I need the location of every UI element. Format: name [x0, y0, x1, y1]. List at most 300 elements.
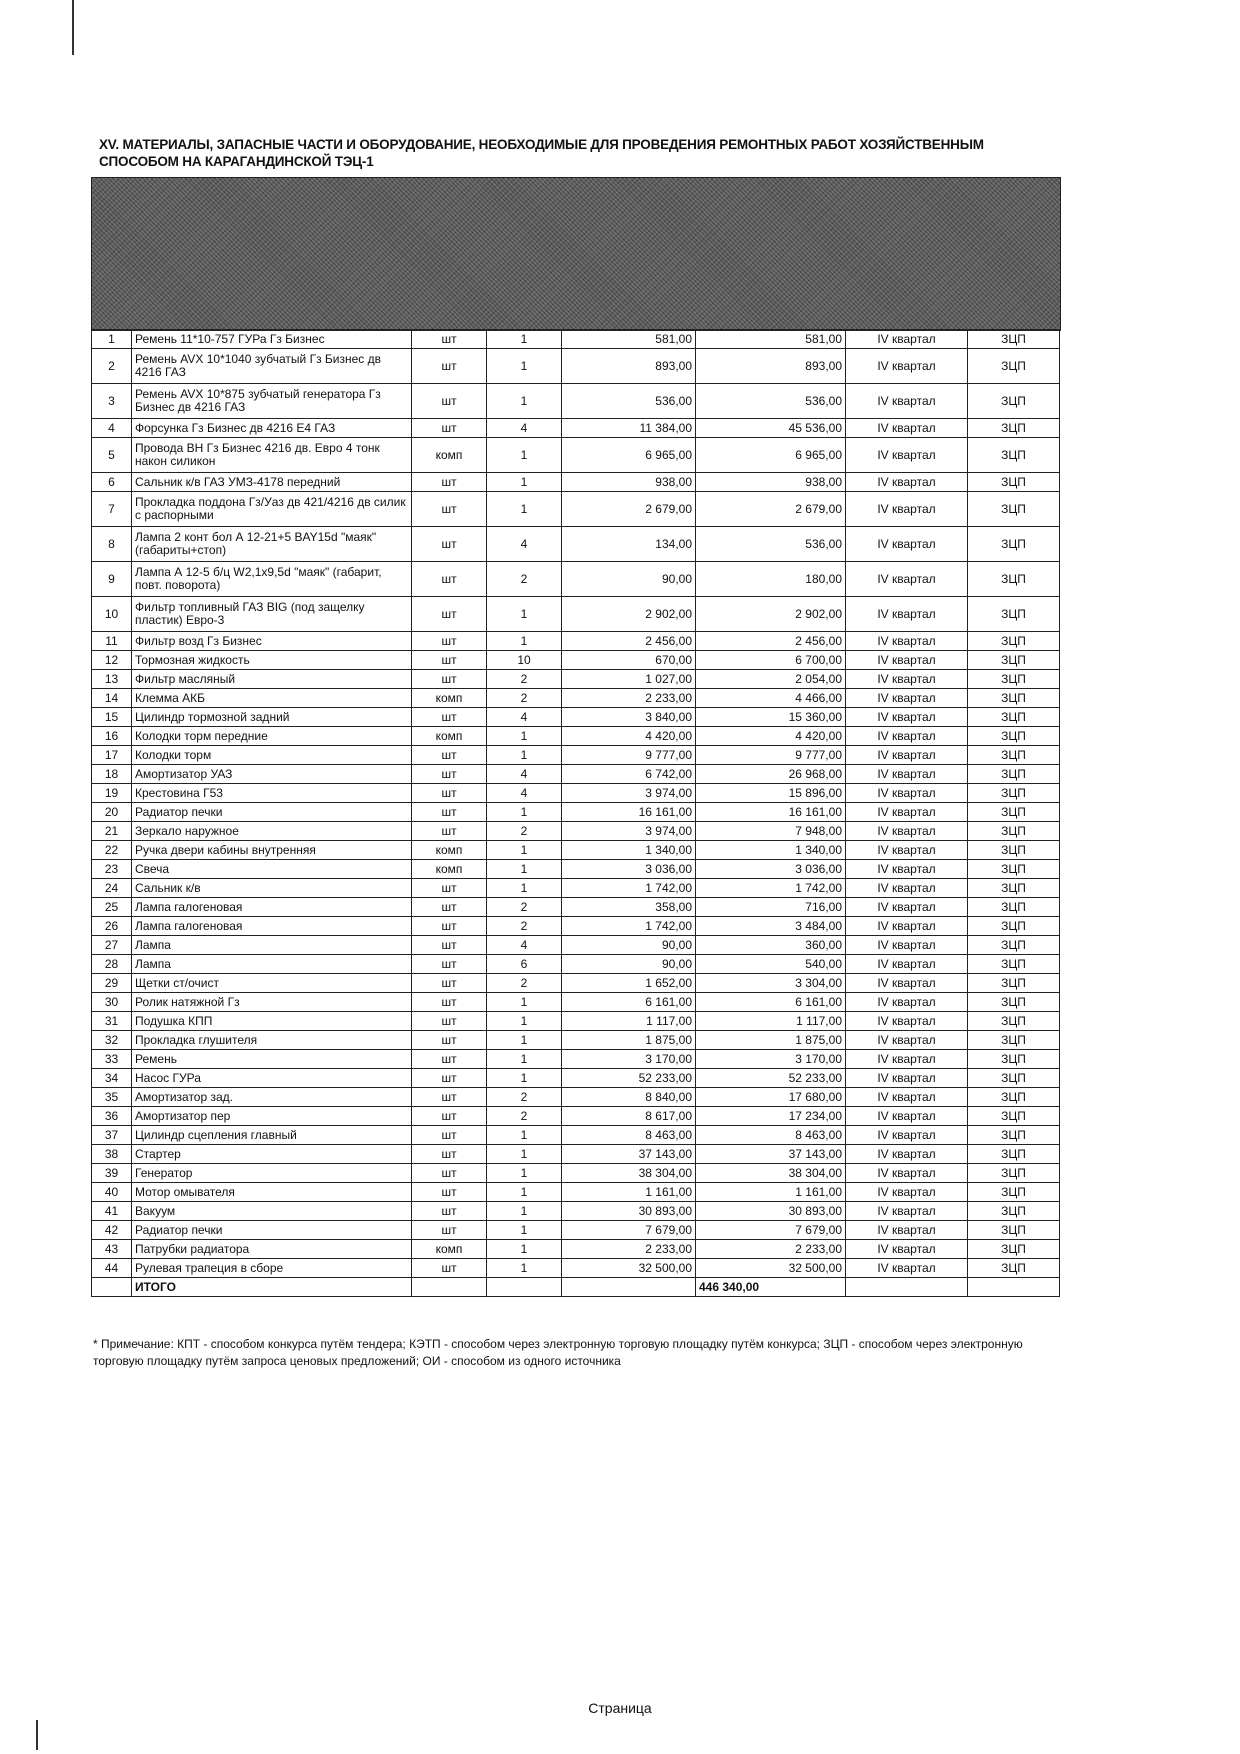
row-number: 4: [92, 419, 132, 438]
item-method: ЗЦП: [968, 632, 1060, 651]
table-row: [92, 822, 1060, 841]
item-unit: шт: [412, 1183, 487, 1202]
item-quantity: 4: [487, 527, 562, 562]
item-price: 38 304,00: [562, 1164, 696, 1183]
table-row: [92, 898, 1060, 917]
item-unit: комп: [412, 841, 487, 860]
item-quantity: 1: [487, 1240, 562, 1259]
item-period: IV квартал: [846, 1088, 968, 1107]
item-period: IV квартал: [846, 1240, 968, 1259]
item-name: Рулевая трапеция в сборе: [132, 1259, 412, 1278]
table-row: [92, 1202, 1060, 1221]
item-name: Вакуум: [132, 1202, 412, 1221]
item-price: 2 233,00: [562, 1240, 696, 1259]
scan-edge-mark: [36, 1720, 38, 1750]
item-unit: шт: [412, 917, 487, 936]
table-row: [92, 1183, 1060, 1202]
item-name: Лампа А 12-5 б/ц W2,1x9,5d "маяк" (габарит, повт. поворота): [132, 562, 412, 597]
item-period: IV квартал: [846, 955, 968, 974]
item-method: ЗЦП: [968, 651, 1060, 670]
item-unit: шт: [412, 651, 487, 670]
item-method: ЗЦП: [968, 1126, 1060, 1145]
item-method: ЗЦП: [968, 879, 1060, 898]
item-period: IV квартал: [846, 1050, 968, 1069]
item-quantity: 1: [487, 1031, 562, 1050]
row-number: 27: [92, 936, 132, 955]
item-method: ЗЦП: [968, 803, 1060, 822]
item-unit: шт: [412, 1202, 487, 1221]
item-unit: шт: [412, 974, 487, 993]
row-number: 12: [92, 651, 132, 670]
item-unit: комп: [412, 727, 487, 746]
item-quantity: 1: [487, 727, 562, 746]
item-period: IV квартал: [846, 727, 968, 746]
item-sum: 3 304,00: [696, 974, 846, 993]
item-name: Патрубки радиатора: [132, 1240, 412, 1259]
item-unit: шт: [412, 955, 487, 974]
item-price: 8 463,00: [562, 1126, 696, 1145]
item-period: IV квартал: [846, 349, 968, 384]
item-price: 4 420,00: [562, 727, 696, 746]
table-row: [92, 1088, 1060, 1107]
item-method: ЗЦП: [968, 1221, 1060, 1240]
item-price: 893,00: [562, 349, 696, 384]
item-sum: 1 875,00: [696, 1031, 846, 1050]
item-unit: шт: [412, 1259, 487, 1278]
item-name: Ролик натяжной Гз: [132, 993, 412, 1012]
item-quantity: 1: [487, 1126, 562, 1145]
item-name: Колодки торм передние: [132, 727, 412, 746]
item-unit: комп: [412, 860, 487, 879]
item-sum: 1 161,00: [696, 1183, 846, 1202]
row-number: 8: [92, 527, 132, 562]
item-quantity: 1: [487, 1164, 562, 1183]
item-sum: 540,00: [696, 955, 846, 974]
item-quantity: 4: [487, 419, 562, 438]
item-unit: шт: [412, 597, 487, 632]
materials-table: [91, 329, 1060, 1297]
item-quantity: 1: [487, 1259, 562, 1278]
item-name: Подушка КПП: [132, 1012, 412, 1031]
item-quantity: 4: [487, 936, 562, 955]
item-name: Лампа галогеновая: [132, 917, 412, 936]
item-name: Свеча: [132, 860, 412, 879]
row-number: 44: [92, 1259, 132, 1278]
item-name: Генератор: [132, 1164, 412, 1183]
item-period: IV квартал: [846, 438, 968, 473]
table-row: [92, 765, 1060, 784]
total-sum: 446 340,00: [696, 1278, 846, 1297]
item-name: Лампа: [132, 936, 412, 955]
table-row: [92, 1259, 1060, 1278]
table-row: [92, 936, 1060, 955]
item-name: Прокладка глушителя: [132, 1031, 412, 1050]
item-name: Стартер: [132, 1145, 412, 1164]
item-name: Цилиндр сцепления главный: [132, 1126, 412, 1145]
item-name: Фильтр масляный: [132, 670, 412, 689]
item-sum: 2 054,00: [696, 670, 846, 689]
item-method: ЗЦП: [968, 670, 1060, 689]
item-method: ЗЦП: [968, 562, 1060, 597]
item-name: Фильтр возд Гз Бизнес: [132, 632, 412, 651]
item-period: IV квартал: [846, 1145, 968, 1164]
item-quantity: 1: [487, 438, 562, 473]
item-unit: шт: [412, 898, 487, 917]
item-unit: шт: [412, 993, 487, 1012]
item-period: IV квартал: [846, 974, 968, 993]
scan-edge-mark: [72, 0, 74, 55]
row-number: 1: [92, 330, 132, 349]
item-method: ЗЦП: [968, 1183, 1060, 1202]
item-method: ЗЦП: [968, 1012, 1060, 1031]
item-price: 16 161,00: [562, 803, 696, 822]
item-sum: 4 466,00: [696, 689, 846, 708]
item-name: Лампа: [132, 955, 412, 974]
table-row: [92, 917, 1060, 936]
item-period: IV квартал: [846, 1202, 968, 1221]
item-method: ЗЦП: [968, 841, 1060, 860]
item-period: IV квартал: [846, 1031, 968, 1050]
item-sum: 30 893,00: [696, 1202, 846, 1221]
item-price: 90,00: [562, 955, 696, 974]
item-unit: шт: [412, 1145, 487, 1164]
total-price-cell: [562, 1278, 696, 1297]
item-name: Фильтр топливный ГАЗ BIG (под защелку пластик) Евро-3: [132, 597, 412, 632]
row-number: 7: [92, 492, 132, 527]
item-quantity: 6: [487, 955, 562, 974]
item-period: IV квартал: [846, 860, 968, 879]
row-number: 29: [92, 974, 132, 993]
item-unit: шт: [412, 765, 487, 784]
table-row: [92, 1126, 1060, 1145]
item-quantity: 1: [487, 860, 562, 879]
item-name: Прокладка поддона Гз/Уаз дв 421/4216 дв силик с распорными: [132, 492, 412, 527]
table-row: [92, 879, 1060, 898]
item-period: IV квартал: [846, 879, 968, 898]
item-sum: 4 420,00: [696, 727, 846, 746]
item-unit: шт: [412, 473, 487, 492]
item-sum: 7 948,00: [696, 822, 846, 841]
table-row: [92, 1069, 1060, 1088]
table-row: [92, 419, 1060, 438]
item-quantity: 2: [487, 1088, 562, 1107]
item-unit: шт: [412, 1012, 487, 1031]
item-sum: 17 234,00: [696, 1107, 846, 1126]
item-name: Лампа галогеновая: [132, 898, 412, 917]
item-period: IV квартал: [846, 993, 968, 1012]
item-period: IV квартал: [846, 689, 968, 708]
item-name: Ремень: [132, 1050, 412, 1069]
item-price: 3 974,00: [562, 822, 696, 841]
item-sum: 360,00: [696, 936, 846, 955]
item-sum: 6 700,00: [696, 651, 846, 670]
row-number: 34: [92, 1069, 132, 1088]
row-number: 33: [92, 1050, 132, 1069]
item-price: 8 840,00: [562, 1088, 696, 1107]
table-row: [92, 384, 1060, 419]
total-row: [92, 1278, 1060, 1297]
table-row: [92, 670, 1060, 689]
item-unit: шт: [412, 1107, 487, 1126]
item-method: ЗЦП: [968, 1107, 1060, 1126]
item-price: 6 742,00: [562, 765, 696, 784]
item-name: Тормозная жидкость: [132, 651, 412, 670]
item-period: IV квартал: [846, 898, 968, 917]
item-sum: 3 170,00: [696, 1050, 846, 1069]
item-price: 1 117,00: [562, 1012, 696, 1031]
item-method: ЗЦП: [968, 492, 1060, 527]
row-number: 23: [92, 860, 132, 879]
row-number: 25: [92, 898, 132, 917]
item-period: IV квартал: [846, 1183, 968, 1202]
row-number: 38: [92, 1145, 132, 1164]
item-sum: 32 500,00: [696, 1259, 846, 1278]
item-quantity: 2: [487, 1107, 562, 1126]
item-method: ЗЦП: [968, 746, 1060, 765]
item-sum: 26 968,00: [696, 765, 846, 784]
row-number: 18: [92, 765, 132, 784]
item-sum: 1 340,00: [696, 841, 846, 860]
item-sum: 45 536,00: [696, 419, 846, 438]
item-unit: шт: [412, 562, 487, 597]
item-method: ЗЦП: [968, 1145, 1060, 1164]
item-price: 1 161,00: [562, 1183, 696, 1202]
row-number: 6: [92, 473, 132, 492]
item-unit: шт: [412, 708, 487, 727]
item-price: 3 170,00: [562, 1050, 696, 1069]
row-number: 19: [92, 784, 132, 803]
item-method: ЗЦП: [968, 822, 1060, 841]
item-price: 11 384,00: [562, 419, 696, 438]
item-period: IV квартал: [846, 803, 968, 822]
total-num-cell: [92, 1278, 132, 1297]
item-price: 938,00: [562, 473, 696, 492]
item-method: ЗЦП: [968, 898, 1060, 917]
item-method: ЗЦП: [968, 1202, 1060, 1221]
page-footer: Страница: [588, 1700, 652, 1716]
item-method: ЗЦП: [968, 1069, 1060, 1088]
item-method: ЗЦП: [968, 597, 1060, 632]
item-period: IV квартал: [846, 632, 968, 651]
item-price: 134,00: [562, 527, 696, 562]
item-quantity: 2: [487, 822, 562, 841]
table-row: [92, 708, 1060, 727]
table-row: [92, 349, 1060, 384]
item-sum: 536,00: [696, 527, 846, 562]
item-unit: шт: [412, 803, 487, 822]
item-unit: шт: [412, 1088, 487, 1107]
item-sum: 2 679,00: [696, 492, 846, 527]
table-row: [92, 1240, 1060, 1259]
item-sum: 16 161,00: [696, 803, 846, 822]
item-unit: комп: [412, 438, 487, 473]
item-method: ЗЦП: [968, 384, 1060, 419]
row-number: 42: [92, 1221, 132, 1240]
item-name: Ремень AVX 10*1040 зубчатый Гз Бизнес дв 4216 ГАЗ: [132, 349, 412, 384]
item-period: IV квартал: [846, 562, 968, 597]
item-period: IV квартал: [846, 527, 968, 562]
table-row: [92, 746, 1060, 765]
item-sum: 2 456,00: [696, 632, 846, 651]
item-unit: шт: [412, 384, 487, 419]
item-name: Лампа 2 конт бол А 12-21+5 BAY15d "маяк" (габариты+стоп): [132, 527, 412, 562]
item-price: 6 161,00: [562, 993, 696, 1012]
item-sum: 536,00: [696, 384, 846, 419]
item-quantity: 1: [487, 1183, 562, 1202]
item-method: ЗЦП: [968, 974, 1060, 993]
item-sum: 8 463,00: [696, 1126, 846, 1145]
item-unit: шт: [412, 492, 487, 527]
item-method: ЗЦП: [968, 1259, 1060, 1278]
item-period: IV квартал: [846, 784, 968, 803]
table-row: [92, 527, 1060, 562]
item-price: 90,00: [562, 562, 696, 597]
item-method: ЗЦП: [968, 473, 1060, 492]
table-row: [92, 597, 1060, 632]
row-number: 9: [92, 562, 132, 597]
item-price: 6 965,00: [562, 438, 696, 473]
item-period: IV квартал: [846, 1107, 968, 1126]
row-number: 30: [92, 993, 132, 1012]
item-unit: шт: [412, 419, 487, 438]
item-sum: 7 679,00: [696, 1221, 846, 1240]
item-quantity: 2: [487, 974, 562, 993]
row-number: 21: [92, 822, 132, 841]
page-title: XV. МАТЕРИАЛЫ, ЗАПАСНЫЕ ЧАСТИ И ОБОРУДОВАНИЕ, НЕОБХОДИМЫЕ ДЛЯ ПРОВЕДЕНИЯ РЕМОНТНЫХ РАБОТ ХОЗЯЙСТВЕННЫМ СПОСОБОМ НА КАРАГАНДИНСКОЙ ТЭЦ-1: [99, 137, 984, 169]
item-period: IV квартал: [846, 822, 968, 841]
table-row: [92, 1050, 1060, 1069]
item-name: Амортизатор пер: [132, 1107, 412, 1126]
item-name: Радиатор печки: [132, 803, 412, 822]
item-quantity: 4: [487, 784, 562, 803]
row-number: 31: [92, 1012, 132, 1031]
item-period: IV квартал: [846, 492, 968, 527]
item-quantity: 1: [487, 879, 562, 898]
item-unit: шт: [412, 879, 487, 898]
item-period: IV квартал: [846, 597, 968, 632]
item-price: 2 456,00: [562, 632, 696, 651]
item-price: 90,00: [562, 936, 696, 955]
table-row: [92, 438, 1060, 473]
table-row: [92, 955, 1060, 974]
item-quantity: 1: [487, 330, 562, 349]
row-number: 3: [92, 384, 132, 419]
item-quantity: 1: [487, 384, 562, 419]
table-total: [92, 1278, 1060, 1297]
item-period: IV квартал: [846, 384, 968, 419]
row-number: 10: [92, 597, 132, 632]
item-sum: 15 360,00: [696, 708, 846, 727]
item-price: 1 340,00: [562, 841, 696, 860]
item-quantity: 1: [487, 841, 562, 860]
table-row: [92, 860, 1060, 879]
row-number: 2: [92, 349, 132, 384]
table-row: [92, 651, 1060, 670]
item-name: Радиатор печки: [132, 1221, 412, 1240]
row-number: 22: [92, 841, 132, 860]
item-period: IV квартал: [846, 473, 968, 492]
item-sum: 37 143,00: [696, 1145, 846, 1164]
item-price: 30 893,00: [562, 1202, 696, 1221]
item-price: 2 902,00: [562, 597, 696, 632]
item-period: IV квартал: [846, 1126, 968, 1145]
item-name: Щетки ст/очист: [132, 974, 412, 993]
item-name: Провода ВН Гз Бизнес 4216 дв. Евро 4 тонк након силикон: [132, 438, 412, 473]
item-unit: комп: [412, 1240, 487, 1259]
item-method: ЗЦП: [968, 689, 1060, 708]
row-number: 15: [92, 708, 132, 727]
item-quantity: 1: [487, 632, 562, 651]
item-period: IV квартал: [846, 917, 968, 936]
item-period: IV квартал: [846, 708, 968, 727]
item-period: IV квартал: [846, 1012, 968, 1031]
item-price: 9 777,00: [562, 746, 696, 765]
item-name: Клемма АКБ: [132, 689, 412, 708]
item-sum: 1 117,00: [696, 1012, 846, 1031]
item-name: Колодки торм: [132, 746, 412, 765]
item-name: Крестовина Г53: [132, 784, 412, 803]
item-sum: 1 742,00: [696, 879, 846, 898]
table-row: [92, 784, 1060, 803]
item-method: ЗЦП: [968, 349, 1060, 384]
item-period: IV квартал: [846, 746, 968, 765]
item-unit: шт: [412, 527, 487, 562]
item-quantity: 4: [487, 765, 562, 784]
item-sum: 938,00: [696, 473, 846, 492]
footnote: * Примечание: КПТ - способом конкурса путём тендера; КЭТП - способом через электронную торговую площадку путём конкурса; ЗЦП - способом через электронную торговую площадку путём запроса ценовых предложений; ОИ - способом из одного источника: [93, 1337, 1023, 1368]
item-period: IV квартал: [846, 330, 968, 349]
item-unit: шт: [412, 784, 487, 803]
total-qty-cell: [487, 1278, 562, 1297]
item-price: 1 742,00: [562, 879, 696, 898]
item-quantity: 10: [487, 651, 562, 670]
table-row: [92, 993, 1060, 1012]
item-unit: шт: [412, 1050, 487, 1069]
item-name: Мотор омывателя: [132, 1183, 412, 1202]
item-name: Сальник к/в: [132, 879, 412, 898]
item-unit: комп: [412, 689, 487, 708]
table-row: [92, 492, 1060, 527]
row-number: 16: [92, 727, 132, 746]
table-row: [92, 1221, 1060, 1240]
item-name: Форсунка Гз Бизнес дв 4216 Е4 ГАЗ: [132, 419, 412, 438]
item-unit: шт: [412, 330, 487, 349]
item-sum: 52 233,00: [696, 1069, 846, 1088]
row-number: 41: [92, 1202, 132, 1221]
row-number: 40: [92, 1183, 132, 1202]
item-method: ЗЦП: [968, 1088, 1060, 1107]
item-quantity: 1: [487, 1050, 562, 1069]
item-price: 37 143,00: [562, 1145, 696, 1164]
item-quantity: 1: [487, 993, 562, 1012]
item-name: Насос ГУРа: [132, 1069, 412, 1088]
item-period: IV квартал: [846, 1164, 968, 1183]
table-body: [92, 330, 1060, 1278]
row-number: 20: [92, 803, 132, 822]
item-period: IV квартал: [846, 1221, 968, 1240]
item-period: IV квартал: [846, 1259, 968, 1278]
item-unit: шт: [412, 349, 487, 384]
item-name: Цилиндр тормозной задний: [132, 708, 412, 727]
item-period: IV квартал: [846, 765, 968, 784]
item-price: 52 233,00: [562, 1069, 696, 1088]
item-method: ЗЦП: [968, 419, 1060, 438]
total-method-cell: [968, 1278, 1060, 1297]
table-row: [92, 1012, 1060, 1031]
item-sum: 3 036,00: [696, 860, 846, 879]
item-name: Амортизатор зад.: [132, 1088, 412, 1107]
row-number: 43: [92, 1240, 132, 1259]
